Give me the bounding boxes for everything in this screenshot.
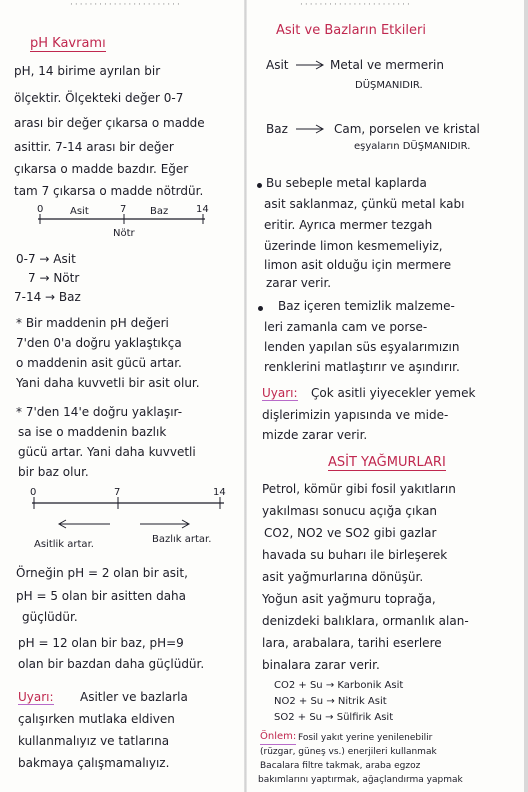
star1-line: o maddenin asit gücü artar. bbox=[16, 356, 182, 370]
base-label: Baz bbox=[266, 122, 288, 136]
example2-line: pH = 12 olan bir baz, pH=9 bbox=[18, 636, 184, 650]
star1-line: 7'den 0'a doğru yaklaştıkça bbox=[16, 336, 182, 350]
star1-line: Yani daha kuvvetli bir asit olur. bbox=[16, 376, 200, 390]
example1-line: pH = 5 olan bir asitten daha bbox=[16, 589, 187, 603]
effects-title: Asit ve Bazların Etkileri bbox=[276, 23, 426, 38]
range-acid: 0-7 → Asit bbox=[16, 252, 76, 266]
basicity-label: Bazlık artar. bbox=[152, 534, 212, 545]
acidity-label: Asitlik artar. bbox=[34, 539, 94, 550]
left-warning-line: Asitler ve bazlarla bbox=[80, 690, 188, 704]
acid-rain-title: ASİT YAĞMURLARI bbox=[328, 455, 446, 470]
prevention-line: bakımlarını yaptırmak, ağaçlandırma yapmak bbox=[258, 775, 463, 785]
reaction-no2: NO2 + Su → Nitrik Asit bbox=[274, 696, 387, 707]
bullet-point bbox=[257, 183, 262, 188]
acid-rain-line: Yoğun asit yağmuru toprağa, bbox=[262, 592, 436, 606]
star2-line: sa ise o maddenin bazlık bbox=[18, 425, 167, 439]
range-base: 7-14 → Baz bbox=[14, 290, 81, 304]
right-warning-line: dişlerimizin yapısında ve mide- bbox=[262, 408, 449, 422]
intro-line: çıkarsa o madde bazdır. Eğer bbox=[14, 162, 189, 176]
reaction-so2: SO2 + Su → Sülfirik Asit bbox=[274, 712, 394, 723]
acid-rain-line: havada su buharı ile birleşerek bbox=[262, 548, 448, 562]
acid-effect-enemy: DÜŞMANIDIR. bbox=[355, 80, 423, 91]
left-warning-line: bakmaya çalışmamalıyız. bbox=[18, 756, 170, 770]
base-effect: Cam, porselen ve kristal bbox=[334, 122, 480, 136]
bullet2-line: leri zamanla cam ve porse- bbox=[264, 320, 428, 334]
intro-line: arası bir değer çıkarsa o madde bbox=[14, 116, 205, 130]
example1-line: Örneğin pH = 2 olan bir asit, bbox=[16, 566, 188, 580]
scale2-zero: 0 bbox=[30, 487, 37, 498]
bullet1-line: zarar verir. bbox=[266, 276, 332, 290]
acid-rain-line: asit yağmurlarına dönüşür. bbox=[262, 570, 424, 584]
acid-effect: Metal ve mermerin bbox=[330, 58, 444, 72]
acid-label: Asit bbox=[266, 58, 289, 72]
example1-line: güçlüdür. bbox=[22, 610, 78, 624]
scale-base: Baz bbox=[150, 206, 169, 217]
scale-seven: 7 bbox=[120, 204, 127, 215]
intro-line: pH, 14 birime ayrılan bir bbox=[14, 64, 161, 78]
bullet1-line: limon asit olduğu için mermere bbox=[264, 258, 452, 272]
acid-rain-line: CO2, NO2 ve SO2 gibi gazlar bbox=[264, 526, 437, 540]
intro-line: ölçektir. Ölçekteki değer 0-7 bbox=[14, 91, 184, 105]
left-warning-line: çalışırken mutlaka eldiven bbox=[18, 712, 175, 726]
bullet2-line: lenden yapılan süs eşyalarımızın bbox=[264, 340, 460, 354]
bullet2-line: renklerini matlaştırır ve aşındırır. bbox=[264, 360, 460, 374]
prevention-label: Önlem: bbox=[260, 730, 296, 745]
reaction-co2: CO2 + Su → Karbonik Asit bbox=[274, 680, 404, 691]
scale-fourteen: 14 bbox=[196, 204, 209, 215]
prevention-line: Fosil yakıt yerine yenilenebilir bbox=[298, 733, 433, 743]
bullet1-line: Bu sebeple metal kaplarda bbox=[266, 176, 427, 190]
star2-line: bir baz olur. bbox=[18, 465, 89, 479]
left-warning-line: kullanmalıyız ve tatlarına bbox=[18, 734, 170, 748]
intro-line: tam 7 çıkarsa o madde nötrdür. bbox=[14, 184, 204, 198]
acid-rain-line: lara, arabalara, tarihi eserlere bbox=[262, 636, 442, 650]
acid-rain-line: yakılması sonucu açığa çıkan bbox=[262, 504, 438, 518]
base-effect-enemy: eşyaların DÜŞMANIDIR. bbox=[354, 141, 471, 152]
right-warning-line: Çok asitli yiyecekler yemek bbox=[311, 386, 476, 400]
scale-zero: 0 bbox=[37, 204, 44, 215]
bullet1-line: eritir. Ayrıca mermer tezgah bbox=[264, 218, 433, 232]
intro-line: asittir. 7-14 arası bir değer bbox=[14, 140, 174, 154]
bullet-point bbox=[258, 306, 263, 311]
left-warning-label: Uyarı: bbox=[18, 690, 54, 704]
range-neutral: 7 → Nötr bbox=[28, 271, 80, 285]
right-warning-label: Uyarı: bbox=[262, 386, 298, 400]
acid-arrow bbox=[0, 0, 528, 160]
scale-neutral: Nötr bbox=[113, 228, 135, 239]
acid-rain-line: Petrol, kömür gibi fosil yakıtların bbox=[262, 482, 456, 496]
bullet1-line: üzerinde limon kesmemeliyiz, bbox=[264, 239, 443, 253]
acid-rain-line: binalara zarar verir. bbox=[262, 658, 380, 672]
star1-line: * Bir maddenin pH değeri bbox=[16, 316, 169, 330]
prevention-line: (rüzgar, güneş vs.) enerjileri kullanmak bbox=[260, 747, 437, 757]
scale2-fourteen: 14 bbox=[213, 487, 226, 498]
scale-acid: Asit bbox=[70, 206, 89, 217]
scale2-seven: 7 bbox=[114, 487, 121, 498]
top-dots: ······················· bbox=[70, 0, 182, 10]
bullet2-line: Baz içeren temizlik malzeme- bbox=[278, 299, 455, 313]
top-dots-right: ······················· bbox=[300, 0, 412, 10]
bullet1-line: asit saklanmaz, çünkü metal kabı bbox=[264, 197, 465, 211]
example2-line: olan bir bazdan daha güçlüdür. bbox=[18, 657, 205, 671]
right-warning-line: mizde zarar verir. bbox=[262, 428, 368, 442]
star2-line: * 7'den 14'e doğru yaklaşır- bbox=[16, 405, 183, 419]
star2-line: gücü artar. Yani daha kuvvetli bbox=[18, 445, 196, 459]
ph-title: pH Kavramı bbox=[30, 36, 106, 51]
acid-rain-line: denizdeki balıklara, ormanlık alan- bbox=[262, 614, 469, 628]
prevention-line: Bacalara filtre takmak, araba egzoz bbox=[260, 761, 421, 771]
